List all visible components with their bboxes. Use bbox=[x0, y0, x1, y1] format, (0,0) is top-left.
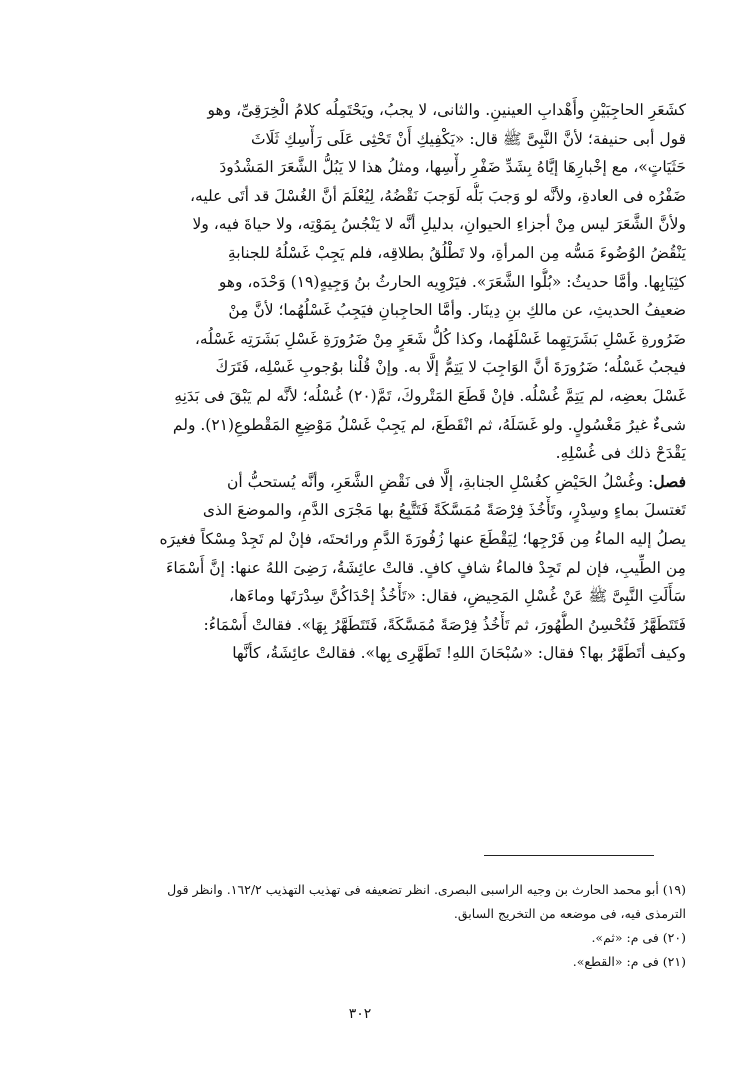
text-line: يَقْدَحْ ذلك فى غُسْلِهِ. bbox=[555, 444, 686, 463]
text-line: قول أبى حنيفة؛ لأنَّ النَّبِىَّ ﷺ قال: «يَكْفِيكِ أَنْ تَحْثِى عَلَى رَأْسِكِ ثَلَاثَ bbox=[250, 129, 686, 148]
main-text bbox=[108, 96, 686, 668]
footnote-line: الترمذى فيه، فى موضعه من التخريج السابق. bbox=[453, 906, 686, 921]
text-line: ولأنَّ الشَّعَرَ ليس مِنْ أجزاءِ الحيوانِ، بدليلِ أنَّه لا يَنْجُسُ بِمَوْتِه، ولا حياةَ فيه، ولا bbox=[192, 215, 686, 234]
text-line: وكيف أتَطَهَّرُ بها؟ فقال: «سُبْحَانَ اللهِ! تَطَهَّرِى بِها». فقالتْ عائِشَةُ، كأنَّها bbox=[232, 644, 686, 663]
footnote-line: (١٩) أبو محمد الحارث بن وجيه الراسبى البصرى. انظر تضعيفه فى تهذيب التهذيب ١٦٢/٢. وانظر قول bbox=[167, 882, 686, 897]
footnote-divider bbox=[484, 855, 654, 856]
page-number: ٣٠٢ bbox=[348, 1006, 372, 1022]
text-line: تَغتسلَ بماءٍ وسِدْرٍ، وتَأْخُذَ فِرْصَةً مُمَسَّكَةً فَتَتَّبِعُ بها مَجْرَى الدَّمِ، والموضعَ الذى bbox=[202, 501, 686, 520]
text-line: مِن الطِّيبِ، فإن لم تَجِدْ فالماءُ شافٍ كافٍ. قالتْ عائِشَةُ، رَضِىَ اللهُ عنها: إنَّ أَسْمَاءَ bbox=[166, 558, 686, 577]
text-line: ضَفْرُه فى العادةِ، ولأنَّه لو وَجبَ بَلُّه لَوَجبَ نَقْضُهُ، لِيُعْلَمَ أنَّ الغُسْلَ قد أتَى عليه، bbox=[190, 186, 686, 205]
text-line: كثِيَابِها. وأمَّا حديثُ: «بُلُّوا الشَّعَرَ». فيَرْوِيه الحارثُ بنُ وَجِيهٍ(١٩) وَحْدَه، وهو bbox=[218, 272, 686, 291]
footnotes bbox=[108, 878, 686, 974]
text-line: ضَرُورةِ غَسْلِ بَشَرَتِهِما غَسْلَهُما، وكذا كُلُّ شَعَرٍ مِنْ ضَرُورَةِ غَسْلِ بَشَرَتِه غَسْلُه، bbox=[194, 329, 686, 348]
text-line: كشَعَرِ الحاجِبَيْنِ وأَهْدابِ العينينِ. والثانى، لا يجبُ، ويَحْتَمِلُه كلامُ الْخِرَقِىِّ، وهو bbox=[207, 101, 686, 119]
section-label: فصل bbox=[653, 471, 686, 491]
text-line: حَثَيَاتٍ»، مع إخْبارِهَا إيَّاهُ بِشَدِّ ضَفْرِ رأْسِها، ومثلُ هذا لا يَبُلُّ الشَّعَرَ المَشْدُودَ bbox=[219, 158, 686, 177]
text-line: شىءٌ غيرُ مَغْسُولٍ. ولو غَسَلَهُ، ثم انْقَطَعَ، لم يَجِبْ غَسْلُ مَوْضِعِ المَقْطوعِ(٢١). ولم bbox=[172, 415, 686, 434]
text-line: يَنْقُضُ الوُضُوءَ مَسُّه مِن المرأةِ، ولا تَطْلُقُ بطلاقِه، فلم يَجِبْ غَسْلُهُ للجنابةِ bbox=[227, 243, 686, 262]
footnote-line: (٢٠) فى م: «ثم». bbox=[591, 930, 686, 945]
text-line: : وغُسْلُ الحَيْضِ كغُسْلِ الجنابةِ، إلَّا فى نَقْضِ الشَّعَرِ، وأنَّه يُستحبُّ أن bbox=[226, 472, 654, 491]
text-line: سَأَلَتِ النَّبِىَّ ﷺ عَنْ غُسْلِ المَحِيضِ، فقال: «تَأْخُذُ إحْدَاكُنَّ سِدْرَتَها وماءَها، bbox=[228, 587, 686, 606]
text-line: غَسْلَ بعضِه، لم يَتِمَّ غُسْلُه. فإنْ قَطَعَ المَتْروكَ، تَمَّ(٢٠) غُسْلُه؛ لأنَّه لم يَبْقَ فى بَدَنِهِ bbox=[174, 386, 686, 405]
text-line: ضعيفُ الحديثِ، عن مالكِ بنِ دِينَار. وأمَّا الحاجِبانِ فيَجِبُ غَسْلُهُما؛ لأنَّ مِنْ bbox=[228, 301, 686, 320]
text-line: فيجبُ غَسْلُه؛ ضَرُورَةَ أنَّ الوَاجِبَ لا يَتِمُّ إلَّا به. وإنْ قُلْنا بوُجوبِ غَسْلِه، فَتَرَكَ bbox=[215, 358, 686, 377]
text-line: يصلُ إليه الماءُ مِن فَرْجِها؛ لِيَقْطَعَ عنها زُفُورَةَ الدَّمِ ورائحتَه، فإنْ لم تَجِدْ مِسْكاً فغيرَه bbox=[159, 529, 686, 548]
text-line: فَتَتَطَهَّرُ فَتُحْسِنُ الطُّهُورَ، ثم تَأْخُذُ فِرْصَةً مُمَسَّكَةً، فَتَتَطَهَّرُ بِهَا». فقالتْ أَسْمَاءُ: bbox=[203, 615, 686, 634]
section-first-line bbox=[108, 468, 686, 497]
footnote-line: (٢١) فى م: «القطع». bbox=[572, 954, 686, 969]
